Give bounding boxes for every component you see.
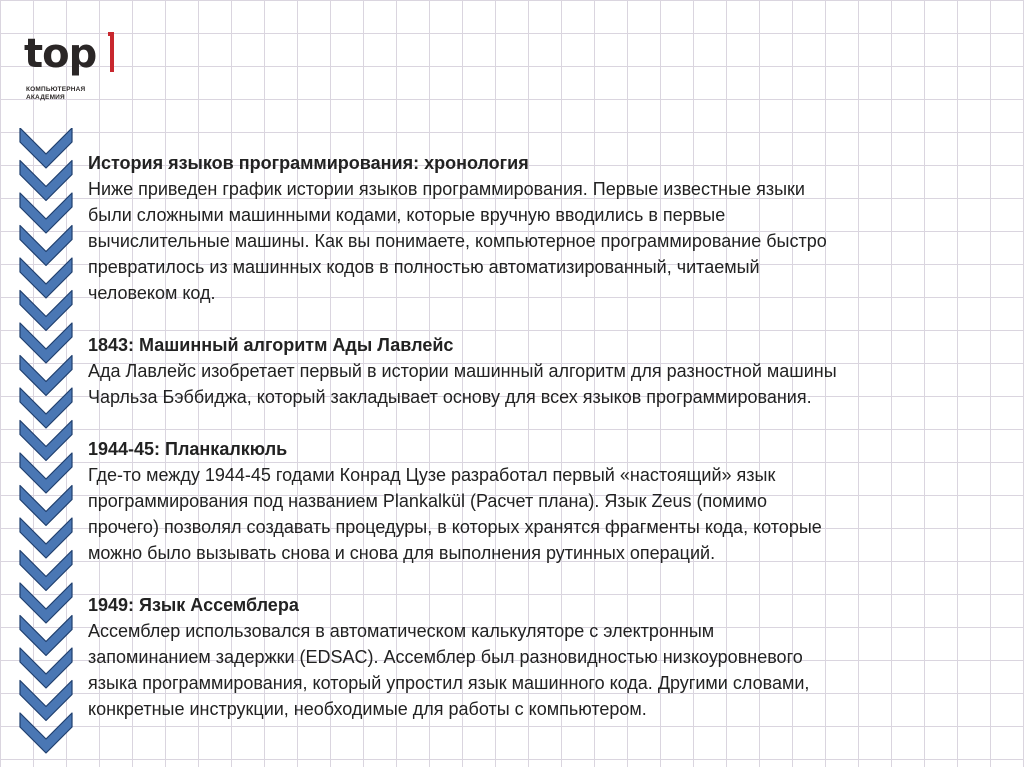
section-intro — [88, 150, 988, 306]
text-line: Ассемблер использовался в автоматическом калькуляторе с электронным — [88, 621, 715, 641]
section-heading: 1944-45: Планкалкюль — [88, 439, 288, 459]
section-heading: 1949: Язык Ассемблера — [88, 595, 299, 615]
text-line: Ниже приведен график истории языков программирования. Первые известные языки — [88, 179, 805, 199]
text-line: человеком код. — [88, 283, 216, 303]
logo-bracket-icon — [108, 32, 114, 72]
text-line: языка программирования, который упростил язык машинного кода. Другими словами, — [88, 673, 810, 693]
text-line: превратилось из машинных кодов в полностью автоматизированный, читаемый — [88, 257, 760, 277]
text-line: можно было вызывать снова и снова для выполнения рутинных операций. — [88, 543, 716, 563]
section-1944 — [88, 436, 988, 566]
text-line: были сложными машинными кодами, которые вручную вводились в первые — [88, 205, 726, 225]
logo-subtitle-line: АКАДЕМИЯ — [26, 94, 65, 101]
chevron-column — [18, 128, 74, 760]
logo-wordmark: top — [24, 31, 97, 77]
section-heading: История языков программирования: хронология — [88, 153, 529, 173]
text-line: программирования под названием Plankalkül (Расчет плана). Язык Zeus (помимо — [88, 491, 768, 511]
section-1949 — [88, 592, 988, 722]
text-line: Где-то между 1944-45 годами Конрад Цузе разработал первый «настоящий» язык — [88, 465, 776, 485]
logo — [22, 26, 122, 106]
text-line: запоминанием задержки (EDSAC). Ассемблер был разновидностью низкоуровневого — [88, 647, 803, 667]
section-1843 — [88, 332, 988, 410]
text-line: конкретные инструкции, необходимые для работы с компьютером. — [88, 699, 647, 719]
text-line: прочего) позволял создавать процедуры, в которых хранятся фрагменты кода, которые — [88, 517, 822, 537]
text-line: вычислительные машины. Как вы понимаете, компьютерное программирование быстро — [88, 231, 827, 251]
text-line: Ада Лавлейс изобретает первый в истории машинный алгоритм для разностной машины — [88, 361, 837, 381]
logo-subtitle — [26, 86, 126, 102]
section-heading: 1843: Машинный алгоритм Ады Лавлейс — [88, 335, 454, 355]
chevron-down-icon — [20, 128, 72, 168]
text-line: Чарльза Бэббиджа, который закладывает основу для всех языков программирования. — [88, 387, 812, 407]
slide-content — [88, 150, 988, 722]
logo-subtitle-line: КОМПЬЮТЕРНАЯ — [26, 86, 86, 93]
